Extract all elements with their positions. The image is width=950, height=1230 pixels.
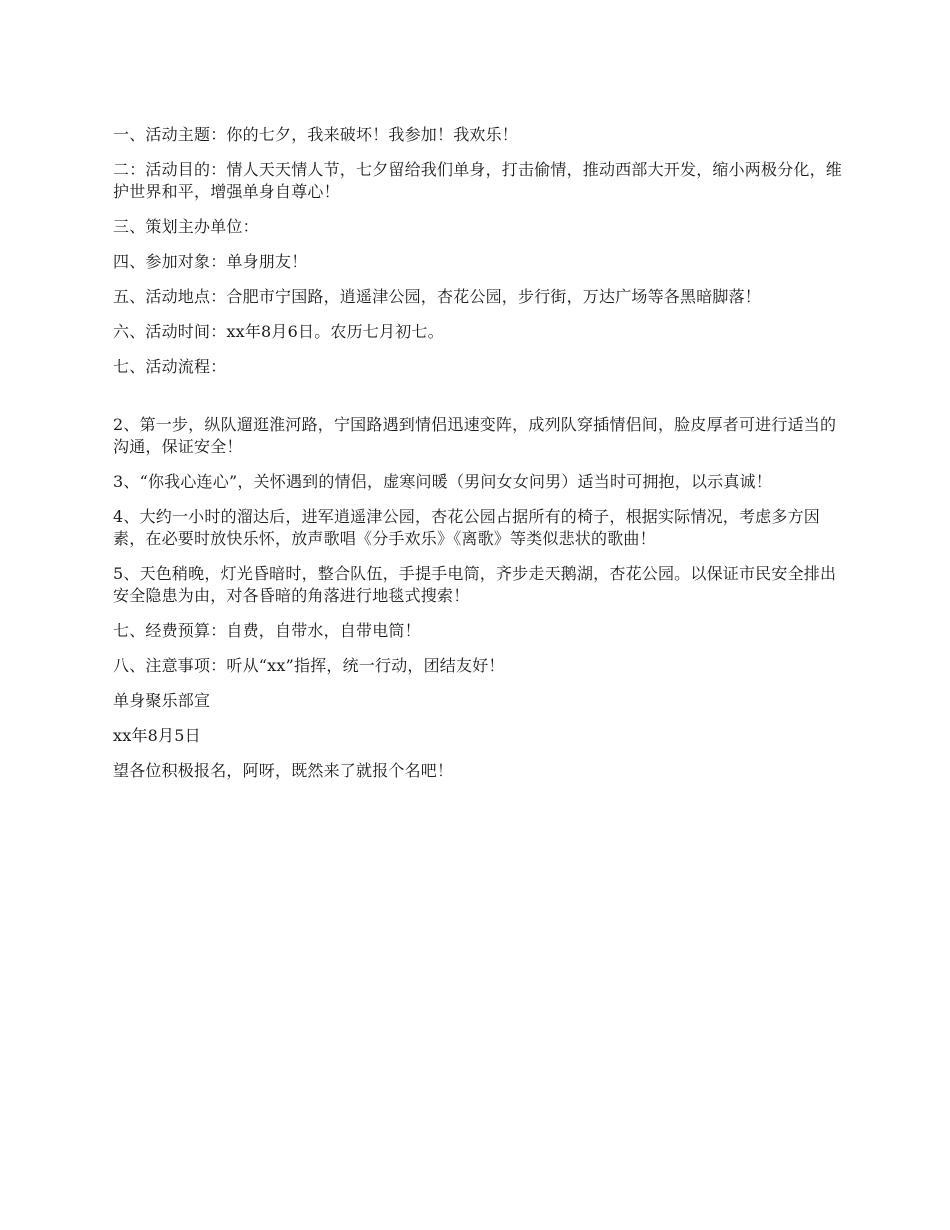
paragraph-organizer: 三、策划主办单位：	[113, 217, 259, 236]
paragraph-date: xx年8月5日	[113, 726, 201, 745]
paragraph-process-heading: 七、活动流程：	[113, 357, 227, 376]
paragraph-budget: 七、经费预算：自费，自带水，自带电筒！	[113, 621, 421, 640]
paragraph-signature: 单身聚乐部宣	[113, 691, 211, 710]
document-page	[113, 124, 843, 795]
paragraph-step-5: 5、天色稍晚，灯光昏暗时，整合队伍，手提手电筒，齐步走天鹅湖，杏花公园。以保证市民安全排出安全隐患为由，对各昏暗的角落进行地毯式搜索！	[113, 564, 837, 605]
paragraph-notes: 八、注意事项：听从“xx”指挥，统一行动，团结友好！	[113, 656, 505, 675]
paragraph-time: 六、活动时间：xx年8月6日。农历七月初七。	[113, 322, 444, 341]
paragraph-closing: 望各位积极报名，阿呀，既然来了就报个名吧！	[113, 761, 454, 780]
paragraph-purpose: 二：活动目的：情人天天情人节，七夕留给我们单身，打击偷情，推动西部大开发，缩小两极分化，维护世界和平，增强单身自尊心！	[113, 160, 843, 201]
paragraph-theme: 一、活动主题：你的七夕，我来破坏！我参加！我欢乐！	[113, 125, 519, 144]
paragraph-participants: 四、参加对象：单身朋友！	[113, 252, 308, 271]
paragraph-step-4: 4、大约一小时的溜达后，进军逍遥津公园，杏花公园占据所有的椅子，根据实际情况，考虑多方因素，在必要时放快乐怀，放声歌唱《分手欢乐》《离歌》等类似悲状的歌曲！	[113, 507, 820, 548]
paragraph-step-3: 3、“你我心连心”，关怀遇到的情侣，虚寒问暖（男问女女问男）适当时可拥抱，以示真诚！	[113, 472, 772, 491]
paragraph-step-2: 2、第一步，纵队遛逛淮河路，宁国路遇到情侣迅速变阵，成列队穿插情侣间，脸皮厚者可进行适当的沟通，保证安全！	[113, 415, 837, 456]
paragraph-location: 五、活动地点：合肥市宁国路，逍遥津公园，杏花公园，步行街，万达广场等各黑暗脚落！	[113, 287, 762, 306]
